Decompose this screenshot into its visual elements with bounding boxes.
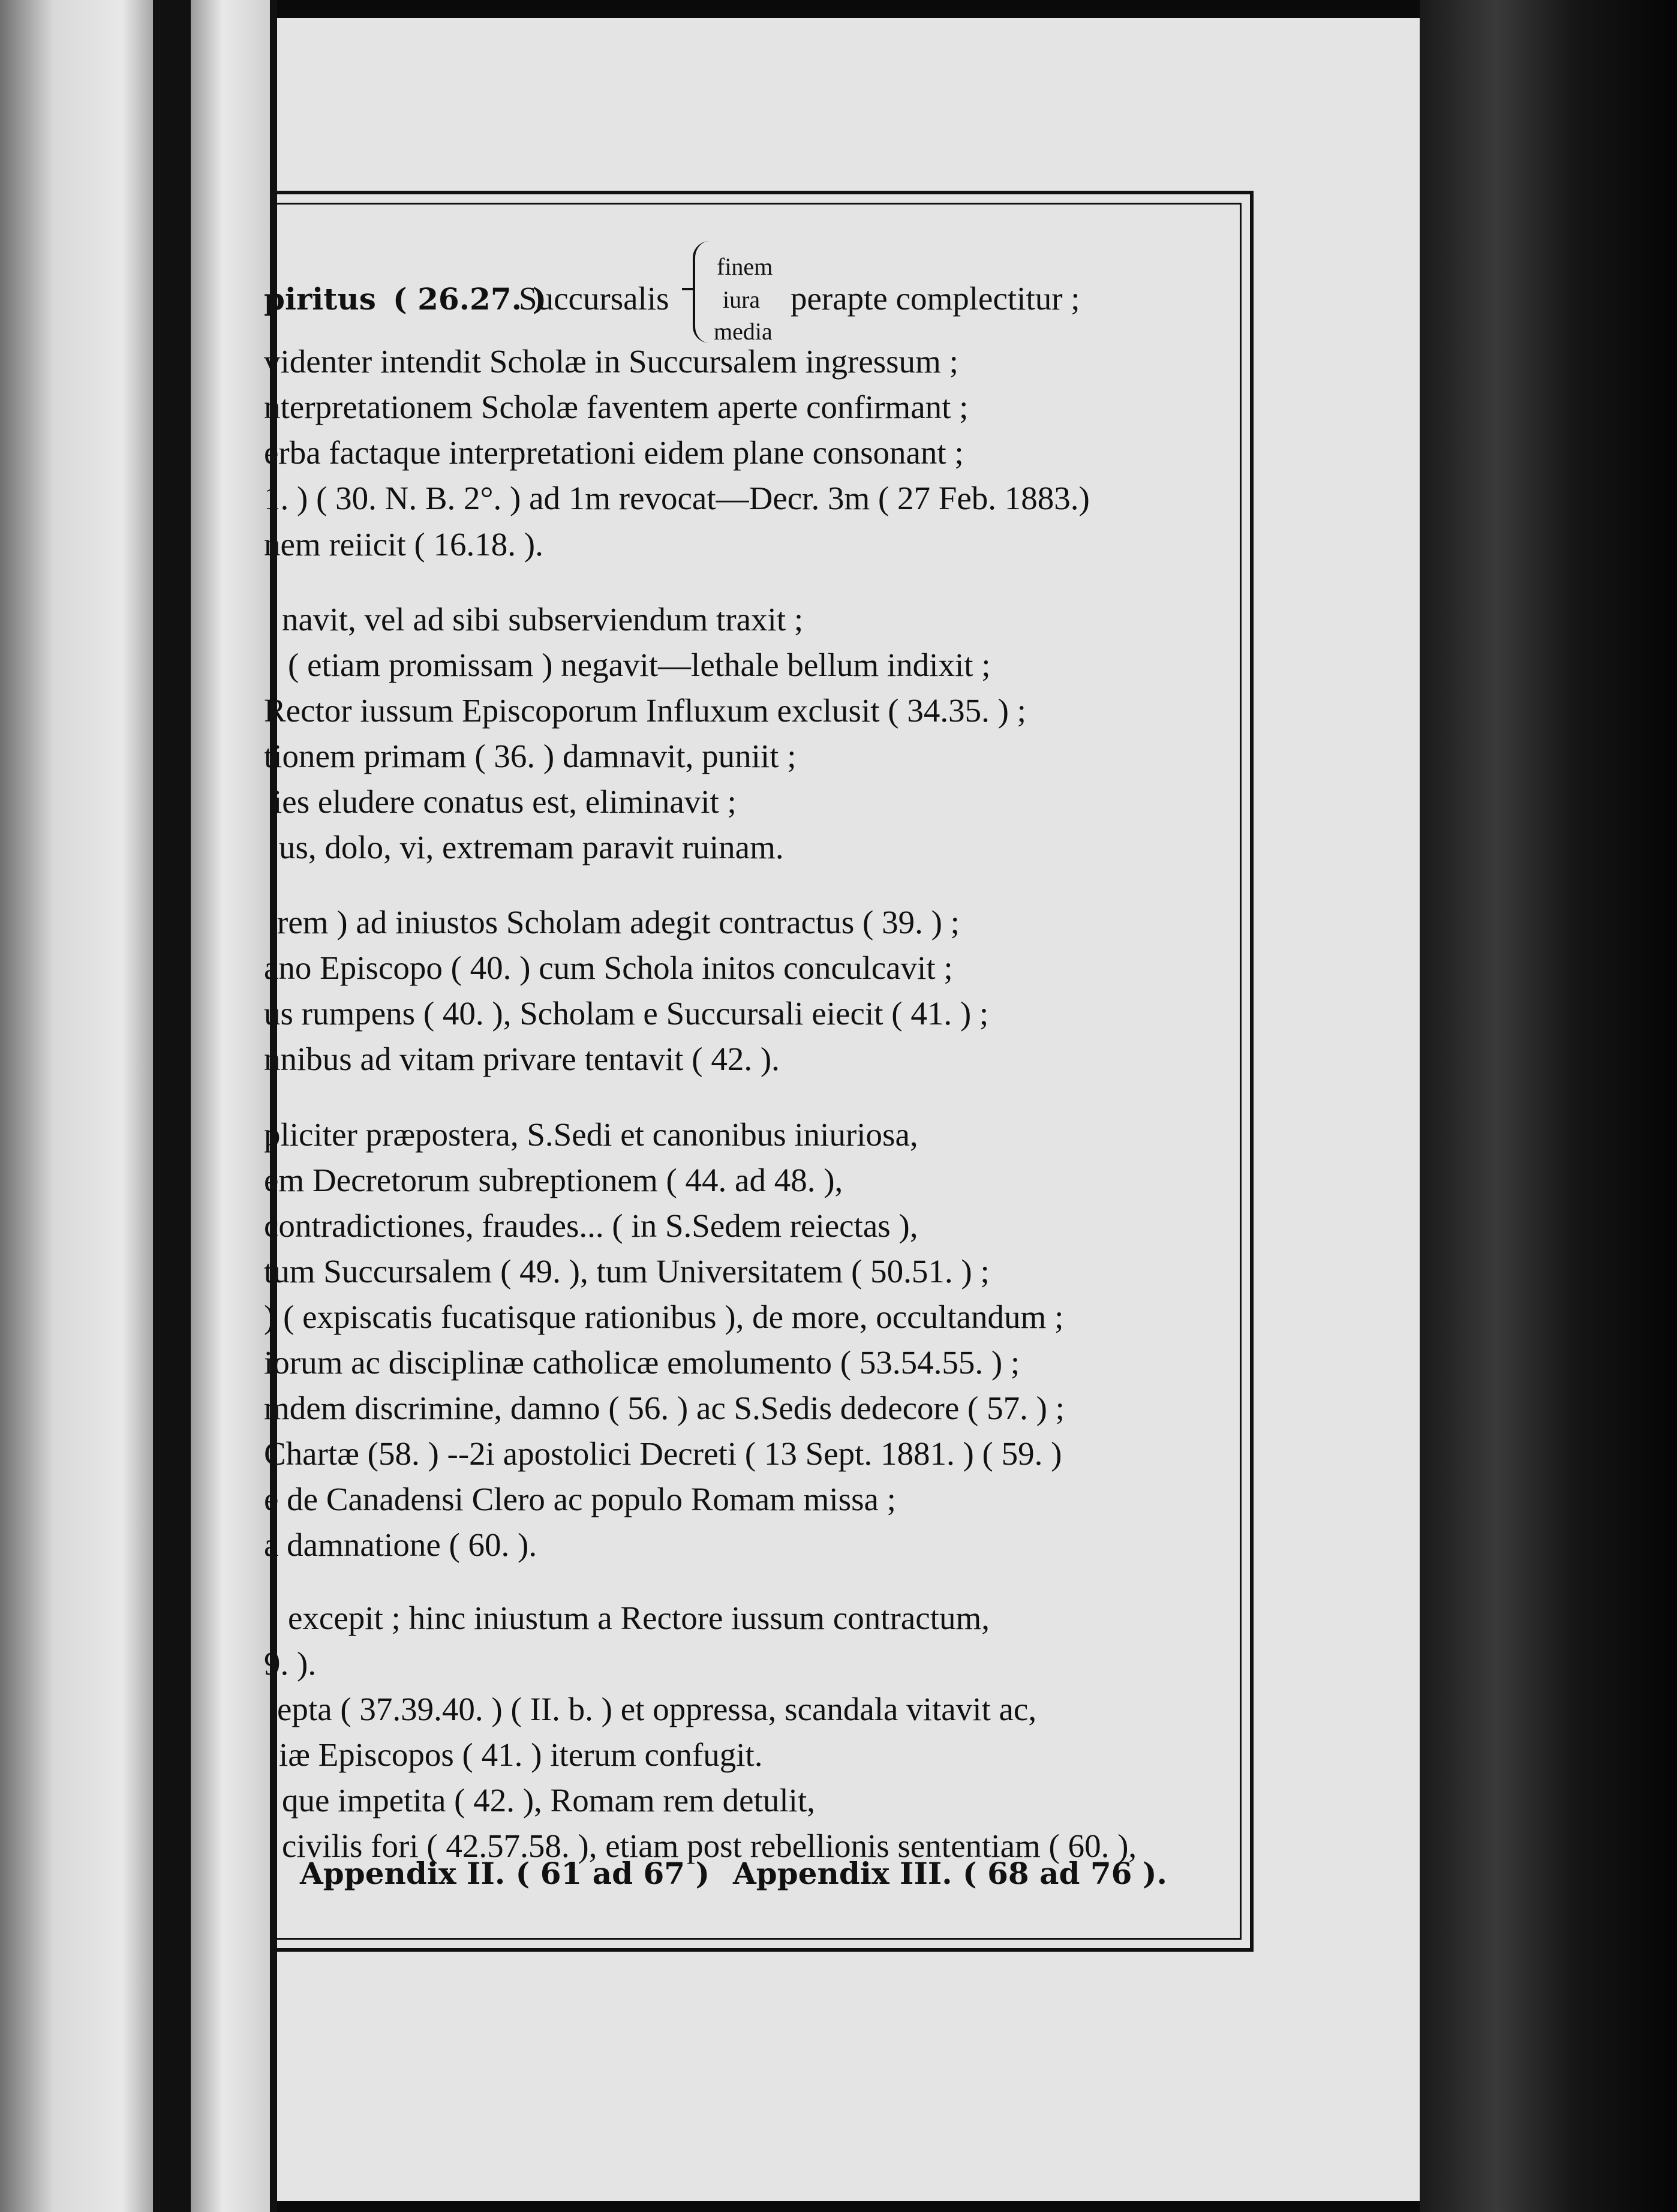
- gutter-shadow: [153, 0, 191, 2212]
- text-line: nem reiicit ( 16.18. ).: [264, 526, 543, 563]
- header-text-a: piritus: [264, 281, 376, 317]
- text-line: ( etiam promissam ) negavit—lethale bellum indixit ;: [288, 647, 991, 683]
- text-line: excepit ; hinc iniustum a Rectore iussum contractum,: [288, 1600, 990, 1636]
- text-line: e de Canadensi Clero ac populo Romam missa ;: [264, 1481, 896, 1517]
- text-line: pliciter præpostera, S.Sedi et canonibus iniuriosa,: [264, 1116, 918, 1153]
- left-page-edge: [0, 0, 153, 2212]
- text-line: contradictiones, fraudes... ( in S.Sedem reiectas ),: [264, 1207, 918, 1244]
- text-line: mdem discrimine, damno ( 56. ) ac S.Sedis dedecore ( 57. ) ;: [264, 1390, 1065, 1426]
- text-line: civilis fori ( 42.57.58. ), etiam post rebellionis sententiam ( 60. ),: [282, 1828, 1137, 1864]
- header-text-c: Succursalis: [519, 280, 669, 317]
- text-line: ano Episcopo ( 40. ) cum Schola initos conculcavit ;: [264, 949, 953, 986]
- header-text-b: ( 26.27. ): [393, 281, 547, 317]
- text-line: 1. ) ( 30. N. B. 2°. ) ad 1m revocat—Decr. 3m ( 27 Feb. 1883.): [264, 480, 1090, 516]
- appendix-right: Appendix III. ( 68 ad 76 ).: [733, 1856, 1167, 1891]
- text-line: nterpretationem Scholæ faventem aperte confirmant ;: [264, 389, 969, 425]
- text-line: tum Succursalem ( 49. ), tum Universitatem ( 50.51. ) ;: [264, 1253, 990, 1290]
- text-line: nnibus ad vitam privare tentavit ( 42. ).: [264, 1041, 780, 1077]
- text-line: Chartæ (58. ) --2i apostolici Decreti ( 13 Sept. 1881. ) ( 59. ): [264, 1435, 1062, 1472]
- brace-item: finem: [717, 253, 773, 280]
- brace-item: media: [714, 318, 773, 345]
- text-line: erba factaque interpretationi eidem plane consonant ;: [264, 434, 964, 471]
- right-page-edge: [1420, 0, 1677, 2212]
- text-line: iæ Episcopos ( 41. ) iterum confugit.: [279, 1736, 763, 1773]
- text-line: videnter intendit Scholæ in Succursalem ingressum ;: [264, 343, 958, 380]
- text-line: iorum ac disciplinæ catholicæ emolumento ( 53.54.55. ) ;: [264, 1344, 1020, 1381]
- text-line: que impetita ( 42. ), Romam rem detulit,: [282, 1782, 815, 1819]
- text-line: a damnatione ( 60. ).: [264, 1526, 537, 1563]
- text-line: Rector iussum Episcoporum Influxum exclusit ( 34.35. ) ;: [264, 692, 1026, 729]
- brace-symbol: [693, 241, 712, 343]
- text-line: us rumpens ( 40. ), Scholam e Succursali eiecit ( 41. ) ;: [264, 995, 989, 1032]
- appendix-left: Appendix II. ( 61 ad 67 ): [300, 1856, 710, 1891]
- text-line: navit, vel ad sibi subserviendum traxit ;: [282, 601, 804, 638]
- text-line: us, dolo, vi, extremam paravit ruinam.: [279, 829, 784, 865]
- text-line: epta ( 37.39.40. ) ( II. b. ) et oppressa, scandala vitavit ac,: [277, 1691, 1037, 1727]
- text-line: 9. ).: [264, 1645, 317, 1682]
- text-line: em Decretorum subreptionem ( 44. ad 48. ),: [264, 1162, 843, 1198]
- text-line: rem ) ad iniustos Scholam adegit contractus ( 39. ) ;: [277, 904, 960, 940]
- text-line: ) ( expiscatis fucatisque rationibus ), de more, occultandum ;: [264, 1299, 1064, 1335]
- header-text-d: perapte complectitur ;: [791, 280, 1080, 317]
- page-strip: [191, 0, 270, 2212]
- brace-item: iura: [723, 286, 761, 313]
- text-line: tionem primam ( 36. ) damnavit, puniit ;: [264, 738, 797, 774]
- text-line: ies eludere conatus est, eliminavit ;: [273, 783, 737, 820]
